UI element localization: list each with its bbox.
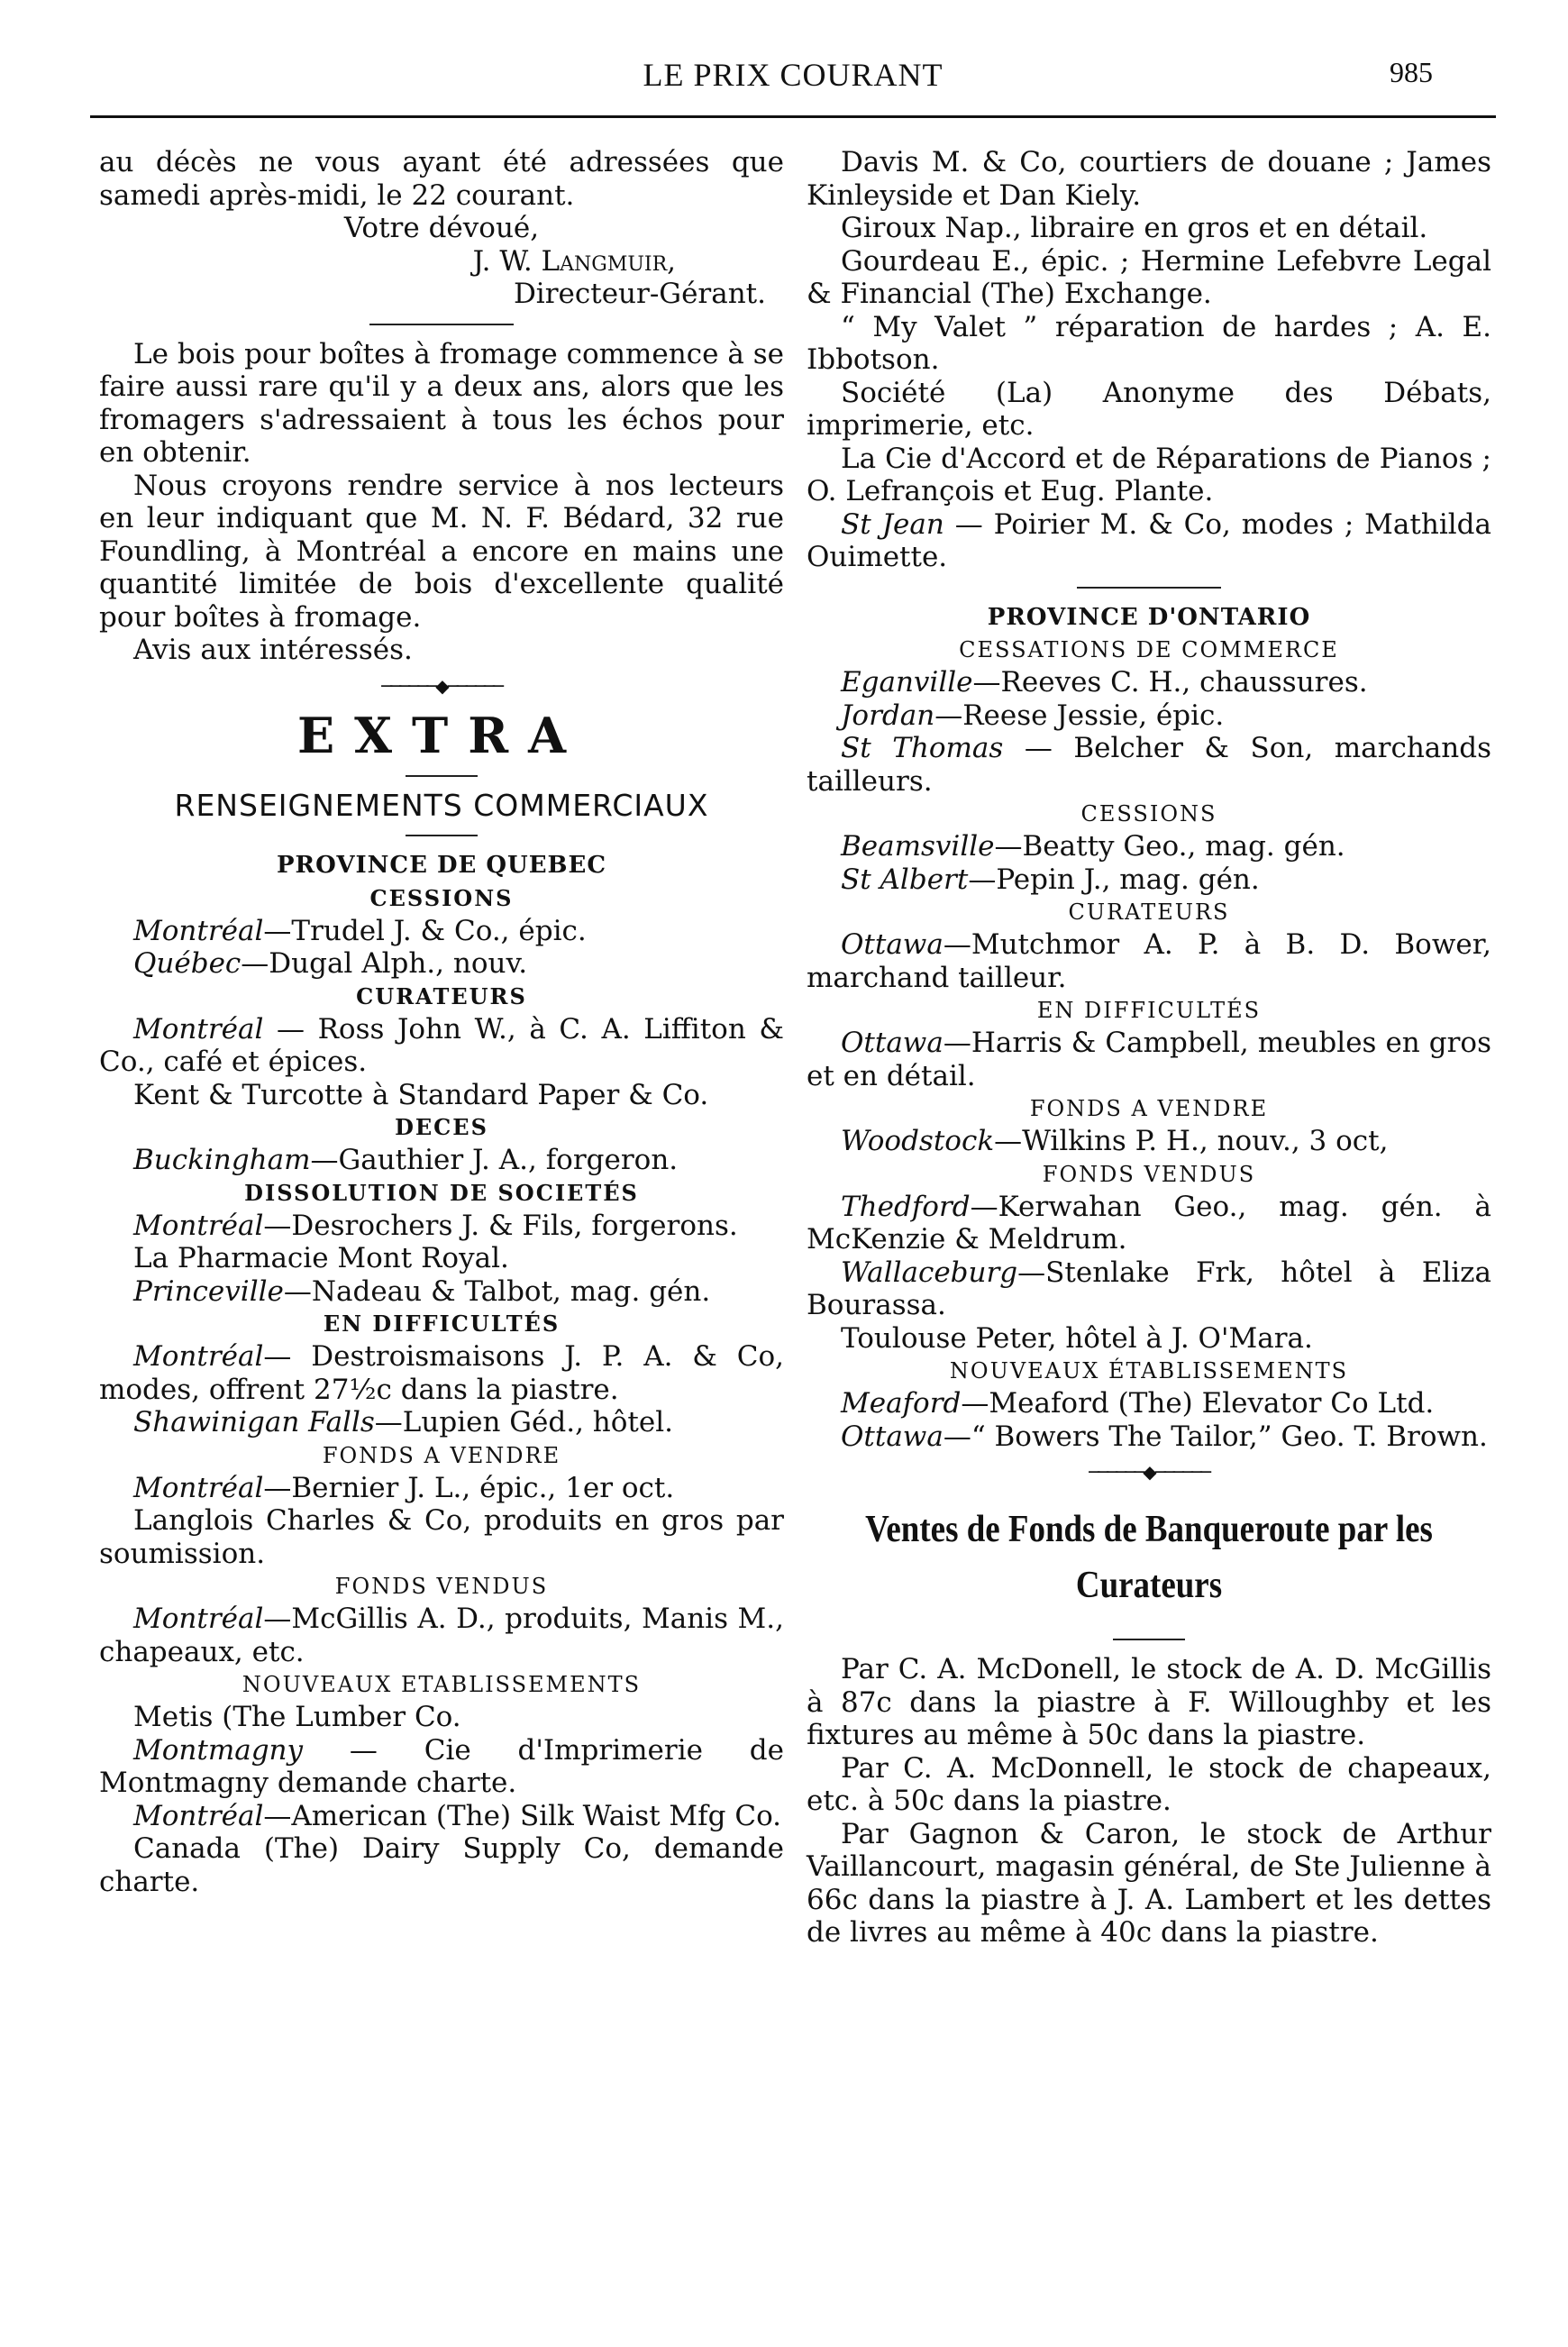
place-name: St Jean [841,507,944,541]
list-item: Toulouse Peter, hôtel à J. O'Mara. [841,1321,1313,1355]
divider [1113,1639,1185,1640]
list-item [99,1603,784,1668]
list-item [807,928,1491,994]
list-item: La Pharmacie Mont Royal. [133,1242,509,1274]
place-name: Eganville [841,666,973,699]
list-item: La Cie d'Accord et de Réparations de Pianos ; O. Lefrançois et Eug. Plante. [807,442,1491,507]
place-name: Ottawa [841,1027,944,1059]
header-rule [90,115,1496,118]
place-name: Montréal [133,1012,264,1046]
list-item [807,732,1491,798]
extra-heading: EXTRA [296,706,586,764]
list-item [99,1275,784,1309]
place-name: Montréal [133,914,264,947]
category-heading: NOUVEAUX ETABLISSEMENTS [242,1672,642,1697]
province-heading: PROVINCE D'ONTARIO [987,603,1311,631]
entry-text: —Reeves C. H., chaussures. [972,666,1368,699]
list-item [807,830,1491,863]
place-name: Québec [133,947,242,980]
category-heading: CESSATIONS DE COMMERCE [959,637,1339,662]
ornament-divider: ──────◆────── [381,674,502,697]
entry-text: —Bernier J. L., épic., 1er oct. [263,1471,675,1504]
entry-text: —American (The) Silk Waist Mfg Co. [263,1799,782,1832]
right-column [807,146,1491,1950]
list-item [807,1027,1491,1092]
entry-text: —Lupien Géd., hôtel. [374,1406,673,1438]
paragraph: Nous croyons rendre service à nos lecteurs en leur indiquant que M. N. F. Bédard, 32 rue Foundling, à Montréal a encore en mains une quantité limitée de bois d'excellente qualité pour boîtes à fromage. [99,469,784,634]
place-name: Buckingham [133,1144,311,1176]
place-name: Montmagny [133,1733,304,1767]
ventes-heading: Ventes de Fonds de Banqueroute par les Curateurs [865,1509,1433,1606]
list-item [807,1256,1491,1322]
entry-text: —Harris & Campbell, meubles en gros et en détail. [807,1027,1491,1092]
entry-text: —Kerwahan Geo., mag. gén. à McKenzie & Meldrum. [807,1190,1491,1256]
category-heading: DECES [395,1114,488,1140]
entry-text: —Beatty Geo., mag. gén. [994,830,1345,863]
divider [1077,587,1221,589]
place-name: Thedford [841,1190,971,1223]
list-item [807,666,1491,699]
signature-name: J. W. Langmuir, [472,244,676,278]
place-name: Woodstock [841,1125,995,1157]
entry-text: —Stenlake Frk, hôtel à Eliza Bourassa. [807,1256,1491,1321]
list-item [99,1800,784,1833]
paragraph: Avis aux intéressés. [133,634,413,666]
category-heading: FONDS A VENDRE [322,1442,561,1468]
list-item [807,699,1491,733]
category-heading: CESSIONS [1080,801,1217,826]
entry-text: —Pepin J., mag. gén. [968,863,1260,896]
place-name: Wallaceburg [841,1256,1018,1289]
place-name: Montréal [133,1471,264,1504]
list-item: Canada (The) Dairy Supply Co, demande charte. [99,1832,784,1898]
place-name: St Thomas [841,732,1004,764]
list-item [99,1144,784,1177]
paragraph: Par Gagnon & Caron, le stock de Arthur Vaillancourt, magasin général, de Ste Julienne à 66c dans la piastre à J. A. Lambert et les dettes de livres au même à 40c dans la piastre. [807,1817,1491,1949]
paragraph: Par C. A. McDonell, le stock de A. D. McGillis à 87c dans la piastre à F. Willoughby et les fixtures au même à 50c dans la piastre. [807,1653,1491,1751]
place-name: Montréal [133,1603,264,1635]
ornament-divider: ──────◆────── [1089,1461,1209,1483]
list-item [99,1406,784,1439]
category-heading: CURATEURS [356,982,527,1009]
list-item [807,1387,1491,1420]
place-name: Shawinigan Falls [133,1406,375,1438]
place-name: Montréal [133,1209,264,1242]
category-heading: CESSIONS [369,884,514,911]
list-item [99,1210,784,1243]
list-item: Davis M. & Co, courtiers de douane ; James Kinleyside et Dan Kiely. [807,146,1491,212]
place-name: Montréal [133,1799,264,1832]
place-name: Beamsville [841,830,995,863]
place-name: Meaford [841,1387,962,1420]
place-name: St Albert [841,863,969,896]
list-item: Langlois Charles & Co, produits en gros par soumission. [99,1504,784,1570]
entry-text: —Trudel J. & Co., épic. [263,914,587,947]
list-item: Kent & Turcotte à Standard Paper & Co. [133,1078,709,1111]
province-heading: PROVINCE DE QUEBEC [276,852,607,879]
signature-title: Directeur-Gérant. [513,278,766,310]
entry-text: —Desrochers J. & Fils, forgerons. [263,1209,738,1242]
list-item [99,1013,784,1079]
paragraph: Par C. A. McDonnell, le stock de chapeaux, etc. à 50c dans la piastre. [807,1751,1491,1817]
entry-text: — Cie d'Imprimerie de Montmagny demande charte. [99,1733,784,1799]
page-number: 985 [1390,56,1433,88]
list-item: Société (La) Anonyme des Débats, imprimerie, etc. [807,376,1491,442]
entry-text: —McGillis A. D., produits, Manis M., chapeaux, etc. [99,1603,784,1668]
list-item: Giroux Nap., libraire en gros et en détail. [841,212,1428,244]
category-heading: FONDS A VENDRE [1029,1096,1269,1121]
left-column [99,146,784,1898]
list-item [99,947,784,981]
place-name: Princeville [133,1274,284,1308]
entry-text: —Reese Jessie, épic. [934,699,1225,732]
entry-text: —Gauthier J. A., forgeron. [310,1144,679,1176]
entry-text: — Ross John W., à C. A. Liffiton & Co., café et épices. [99,1012,784,1078]
divider [406,835,478,836]
entry-text: —Mutchmor A. P. à B. D. Bower, marchand tailleur. [807,928,1491,994]
category-heading: FONDS VENDUS [1042,1161,1256,1187]
list-item: Metis (The Lumber Co. [133,1701,461,1733]
list-item: “ My Valet ” réparation de hardes ; A. E. Ibbotson. [807,310,1491,376]
entry-text: —Wilkins P. H., nouv., 3 oct, [994,1125,1389,1157]
page-header [90,56,1496,119]
entry-text: — Poirier M. & Co, modes ; Mathilda Ouimette. [807,507,1491,573]
entry-text: —Nadeau & Talbot, mag. gén. [283,1274,711,1308]
list-item: Gourdeau E., épic. ; Hermine Lefebvre Legal & Financial (The) Exchange. [807,244,1491,310]
category-heading: EN DIFFICULTÉS [323,1310,561,1337]
journal-title: LE PRIX COURANT [643,57,944,93]
category-heading: NOUVEAUX ÉTABLISSEMENTS [949,1358,1349,1384]
list-item [807,1125,1491,1158]
entry-text: —Dugal Alph., nouv. [241,947,528,980]
category-heading: CURATEURS [1068,900,1230,925]
entry-text: —Meaford (The) Elevator Co Ltd. [961,1387,1435,1420]
list-item [807,1420,1491,1454]
category-heading: EN DIFFICULTÉS [1036,998,1262,1023]
signature-closing: Votre dévoué, [343,212,540,244]
entry-text: — Destroismaisons J. P. A. & Co, modes, offrent 27½c dans la piastre. [99,1340,784,1406]
paragraph: au décès ne vous ayant été adressées que samedi après-midi, le 22 courant. [99,146,784,212]
divider [369,324,514,325]
list-item [807,1191,1491,1256]
category-heading: FONDS VENDUS [334,1574,549,1599]
list-item [807,863,1491,897]
place-name: Ottawa [841,1420,944,1453]
category-heading: DISSOLUTION DE SOCIETÉS [244,1179,639,1206]
divider [406,775,478,777]
place-name: Ottawa [841,928,944,961]
paragraph: Le bois pour boîtes à fromage commence à se faire aussi rare qu'il y a deux ans, alors que les fromagers s'adressaient à tous les échos pour en obtenir. [99,337,784,469]
list-item [99,915,784,948]
list-item [99,1734,784,1800]
list-item [807,508,1491,574]
entry-text: —“ Bowers The Tailor,” Geo. T. Brown. [943,1420,1488,1453]
place-name: Jordan [841,699,935,732]
list-item [99,1472,784,1505]
section-heading: RENSEIGNEMENTS COMMERCIAUX [174,787,709,823]
list-item [99,1340,784,1406]
entry-text: — Belcher & Son, marchands tailleurs. [807,732,1491,798]
place-name: Montréal [133,1340,264,1373]
